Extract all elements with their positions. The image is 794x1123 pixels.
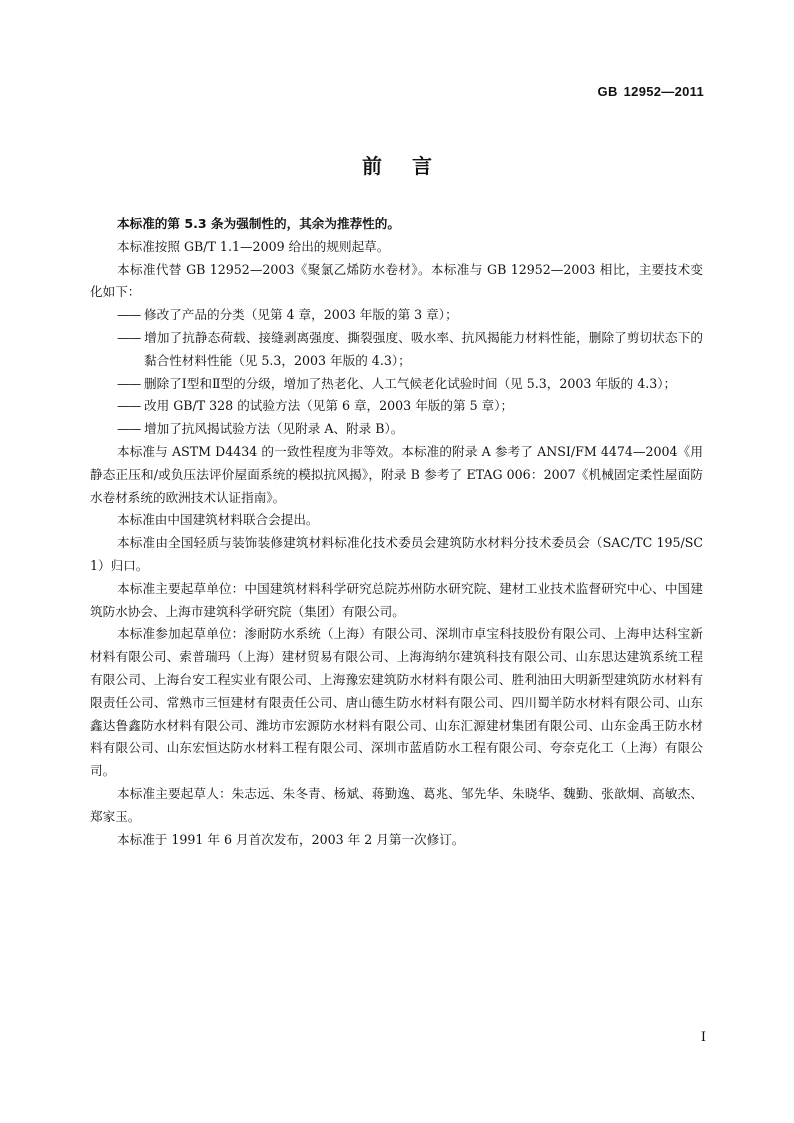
change-item	[90, 304, 703, 327]
standard-prefix: GB	[597, 84, 618, 99]
paragraph-main-drafters: 本标准主要起草人：朱志远、朱冬青、杨斌、蒋勤逸、葛兆、邹先华、朱晓华、魏勤、张歆炯、高敏杰、郑家玉。	[90, 785, 703, 824]
dash-marker: ——	[117, 307, 141, 323]
change-item-text: 删除了Ⅰ型和Ⅱ型的分级，增加了热老化、人工气候老化试验时间（见 5.3，2003 年版的 4.3）；	[144, 375, 677, 391]
paragraph-participating-units: 本标准参加起草单位：渗耐防水系统（上海）有限公司、深圳市卓宝科技股份有限公司、上海申达科宝新材料有限公司、索普瑞玛（上海）建材贸易有限公司、上海海纳尔建筑科技有限公司、山东思达建筑系统工程有限公司、上海台安工程实业有限公司、上海豫宏建筑防水材料有限公司、胜利油田大明新型建筑防水材料有限责任公司、常熟市三恒建材有限责任公司、唐山德生防水材料有限公司、四川蜀羊防水材料有限公司、山东鑫达鲁鑫防水材料有限公司、潍坊市宏源防水材料有限公司、山东汇源建材集团有限公司、山东金禹王防水材料有限公司、山东宏恒达防水材料工程有限公司、深圳市蓝盾防水工程有限公司、夸奈克化工（上海）有限公司。	[90, 626, 703, 779]
dash-marker: ——	[117, 398, 141, 414]
change-item	[90, 373, 703, 396]
paragraph-publication-history: 本标准于 1991 年 6 月首次发布，2003 年 2 月第一次修订。	[117, 831, 465, 847]
page-number: I	[700, 1030, 706, 1045]
change-item	[90, 327, 703, 373]
change-item	[90, 418, 703, 441]
dash-marker: ——	[117, 329, 141, 345]
paragraph-replacement: 本标准代替 GB 12952—2003《聚氯乙烯防水卷材》。本标准与 GB 12952—2003 相比，主要技术变化如下：	[90, 261, 703, 300]
paragraph-responsible-committee: 本标准由全国轻质与装饰装修建筑材料标准化技术委员会建筑防水材料分技术委员会（SAC/TC 195/SC 1）归口。	[90, 535, 703, 573]
change-item-text: 改用 GB/T 328 的试验方法（见第 6 章，2003 年版的第 5 章）；	[144, 398, 514, 414]
foreword-body	[90, 213, 703, 851]
change-item-text: 增加了抗静态荷载、接缝剥离强度、撕裂强度、吸水率、抗风揭能力材料性能，删除了剪切状态下的黏合性材料性能（见 5.3，2003 年版的 4.3）；	[144, 329, 703, 368]
paragraph-consistency: 本标准与 ASTM D4434 的一致性程度为非等效。本标准的附录 A 参考了 ANSI/FM 4474—2004《用静态正压和/或负压法评价屋面系统的模拟抗风揭》，附录 B 参考了 ETAG 006：2007《机械固定柔性屋面防水卷材系统的欧洲技术认证指南》。	[90, 443, 703, 505]
page-title: 前言	[362, 154, 462, 178]
paragraph-mandatory-clause: 本标准的第 5.3 条为强制性的，其余为推荐性的。	[117, 216, 400, 231]
paragraph-main-drafting-units: 本标准主要起草单位：中国建筑材料科学研究总院苏州防水研究院、建材工业技术监督研究中心、中国建筑防水协会、上海市建筑科学研究院（集团）有限公司。	[90, 580, 703, 619]
standard-number: 12952—2011	[623, 84, 704, 99]
standard-code	[598, 84, 704, 99]
change-item	[90, 395, 703, 418]
change-item-text: 增加了抗风揭试验方法（见附录 A、附录 B）。	[144, 421, 404, 437]
change-item-text: 修改了产品的分类（见第 4 章，2003 年版的第 3 章）；	[144, 307, 458, 323]
dash-marker: ——	[117, 375, 141, 391]
dash-marker: ——	[117, 421, 141, 437]
paragraph-proposed-by: 本标准由中国建筑材料联合会提出。	[117, 512, 319, 528]
paragraph-drafting-rules: 本标准按照 GB/T 1.1—2009 给出的规则起草。	[117, 238, 390, 254]
